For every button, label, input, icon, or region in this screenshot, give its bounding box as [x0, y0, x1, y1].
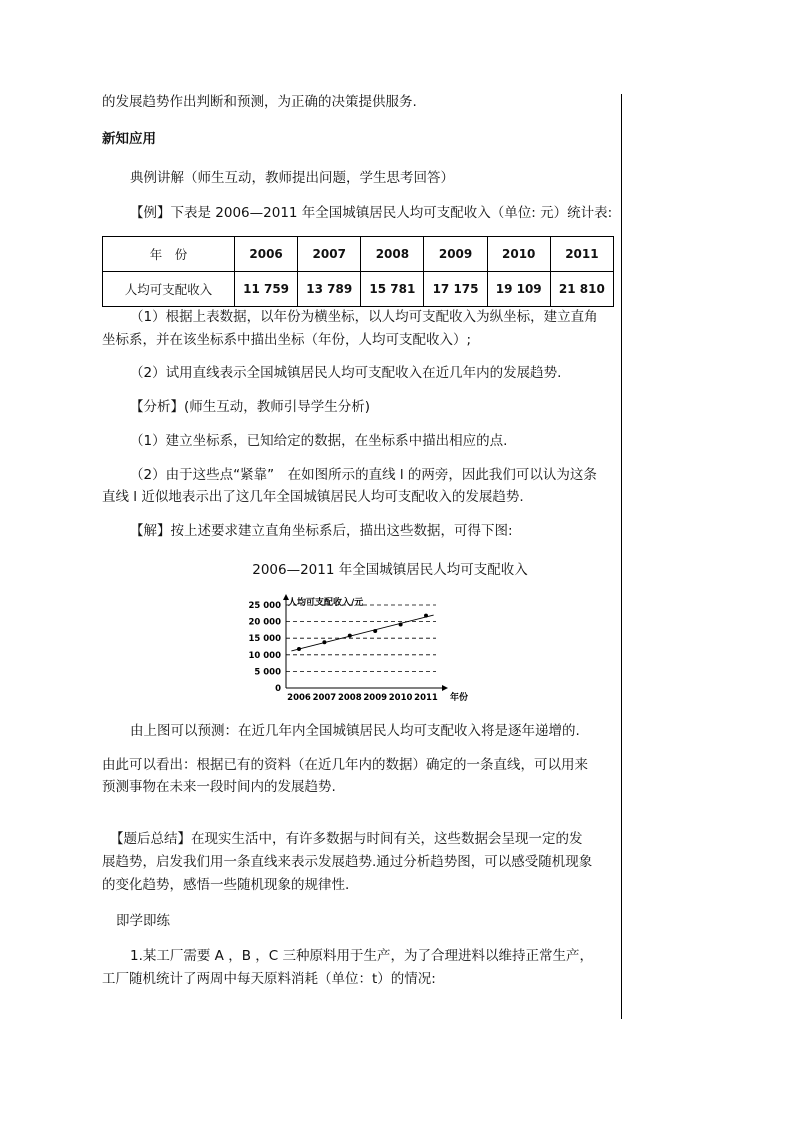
x-tick-label: 2006 — [287, 693, 311, 703]
data-point — [399, 623, 403, 627]
trend-line — [291, 615, 433, 651]
chart-title: 2006—2011 年全国城镇居民人均可支配收入 — [252, 562, 528, 578]
year-cell: 2006 — [235, 237, 298, 272]
summary-line-b: 展趋势，启发我们用一条直线来表示发展趋势.通过分析趋势图，可以感受随机现象 — [102, 854, 593, 870]
data-point — [373, 629, 377, 633]
income-cell: 13 789 — [298, 272, 361, 307]
x-tick-label: 2007 — [312, 693, 337, 703]
right-margin-rule — [621, 94, 622, 1019]
year-cell: 2010 — [487, 237, 550, 272]
exercise-1-line-b: 工厂随机统计了两周中每天原料消耗（单位：t）的情况: — [102, 971, 436, 987]
y-tick-label: 0 — [275, 684, 281, 694]
prediction-text: 由上图可以预测：在近几年内全国城镇居民人均可支配收入将是逐年递增的. — [130, 723, 580, 739]
income-cell: 19 109 — [487, 272, 550, 307]
year-cell: 2008 — [361, 237, 424, 272]
summary-line-c: 的变化趋势，感悟一些随机现象的规律性. — [102, 877, 350, 893]
data-point — [297, 647, 301, 651]
y-tick-label: 20 000 — [248, 617, 281, 628]
income-trend-chart — [248, 590, 508, 708]
analysis-step-1: （1）建立坐标系，已知给定的数据，在坐标系中描出相应的点. — [130, 433, 508, 449]
text-line-3: 典例讲解（师生互动，教师提出问题，学生思考回答） — [130, 170, 454, 186]
y-tick-label: 5 000 — [254, 667, 281, 678]
y-tick-label: 25 000 — [248, 601, 281, 611]
x-axis-label: 年份 — [450, 693, 469, 703]
x-axis-arrow-icon — [442, 685, 448, 691]
income-cell: 11 759 — [235, 272, 298, 307]
income-statistics-table — [102, 236, 614, 307]
solution-intro: 【解】按上述要求建立直角坐标系后，描出这些数据，可得下图: — [130, 523, 513, 539]
x-tick-label: 2011 — [414, 693, 438, 703]
x-tick-label: 2010 — [388, 693, 413, 703]
year-cell: 2011 — [550, 237, 613, 272]
data-point — [322, 640, 326, 644]
x-tick-label: 2008 — [337, 693, 362, 703]
income-cell: 15 781 — [361, 272, 424, 307]
exercise-1-line-a: 1.某工厂需要 A ，B ，C 三种原料用于生产，为了合理进料以维持正常生产， — [130, 948, 593, 964]
year-header-cell: 年 份 — [103, 237, 235, 272]
table-row — [103, 237, 614, 272]
question-1-line-a: （1）根据上表数据，以年份为横坐标，以人均可支配收入为纵坐标，建立直角 — [130, 309, 598, 325]
question-2: （2）试用直线表示全国城镇居民人均可支配收入在近几年内的发展趋势. — [130, 365, 562, 381]
income-cell: 21 810 — [550, 272, 613, 307]
analysis-step-2-line-b: 直线 l 近似地表示出了这几年全国城镇居民人均可支配收入的发展趋势. — [102, 489, 524, 505]
data-point — [348, 634, 352, 638]
data-point — [424, 614, 428, 618]
table-row — [103, 272, 614, 307]
text-line-1: 的发展趋势作出判断和预测，为正确的决策提供服务. — [102, 94, 417, 110]
analysis-heading: 【分析】(师生互动，教师引导学生分析) — [130, 399, 371, 415]
practice-heading: 即学即练 — [116, 913, 170, 929]
example-intro: 【例】下表是 2006—2011 年全国城镇居民人均可支配收入（单位: 元）统计表: — [130, 205, 613, 221]
y-tick-label: 15 000 — [248, 634, 281, 645]
year-cell: 2009 — [424, 237, 487, 272]
conclusion-line-a: 由此可以看出：根据已有的资料（在近几年内的数据）确定的一条直线，可以用来 — [102, 757, 588, 773]
income-header-cell: 人均可支配收入 — [103, 272, 235, 307]
conclusion-line-b: 预测事物在未来一段时间内的发展趋势. — [102, 779, 336, 795]
question-1-line-b: 坐标系，并在该坐标系中描出坐标（年份，人均可支配收入）; — [102, 332, 472, 348]
y-tick-label: 10 000 — [248, 650, 281, 661]
year-cell: 2007 — [298, 237, 361, 272]
x-tick-label: 2009 — [363, 693, 388, 703]
y-axis-label: 人均可支配收入/元 — [288, 598, 364, 608]
summary-line-a: 【题后总结】在现实生活中，有许多数据与时间有关，这些数据会呈现一定的发 — [110, 831, 583, 847]
income-cell: 17 175 — [424, 272, 487, 307]
section-heading-new-knowledge: 新知应用 — [102, 131, 156, 147]
analysis-step-2-line-a: （2）由于这些点“紧靠” 在如图所示的直线 l 的两旁，因此我们可以认为这条 — [130, 467, 597, 483]
